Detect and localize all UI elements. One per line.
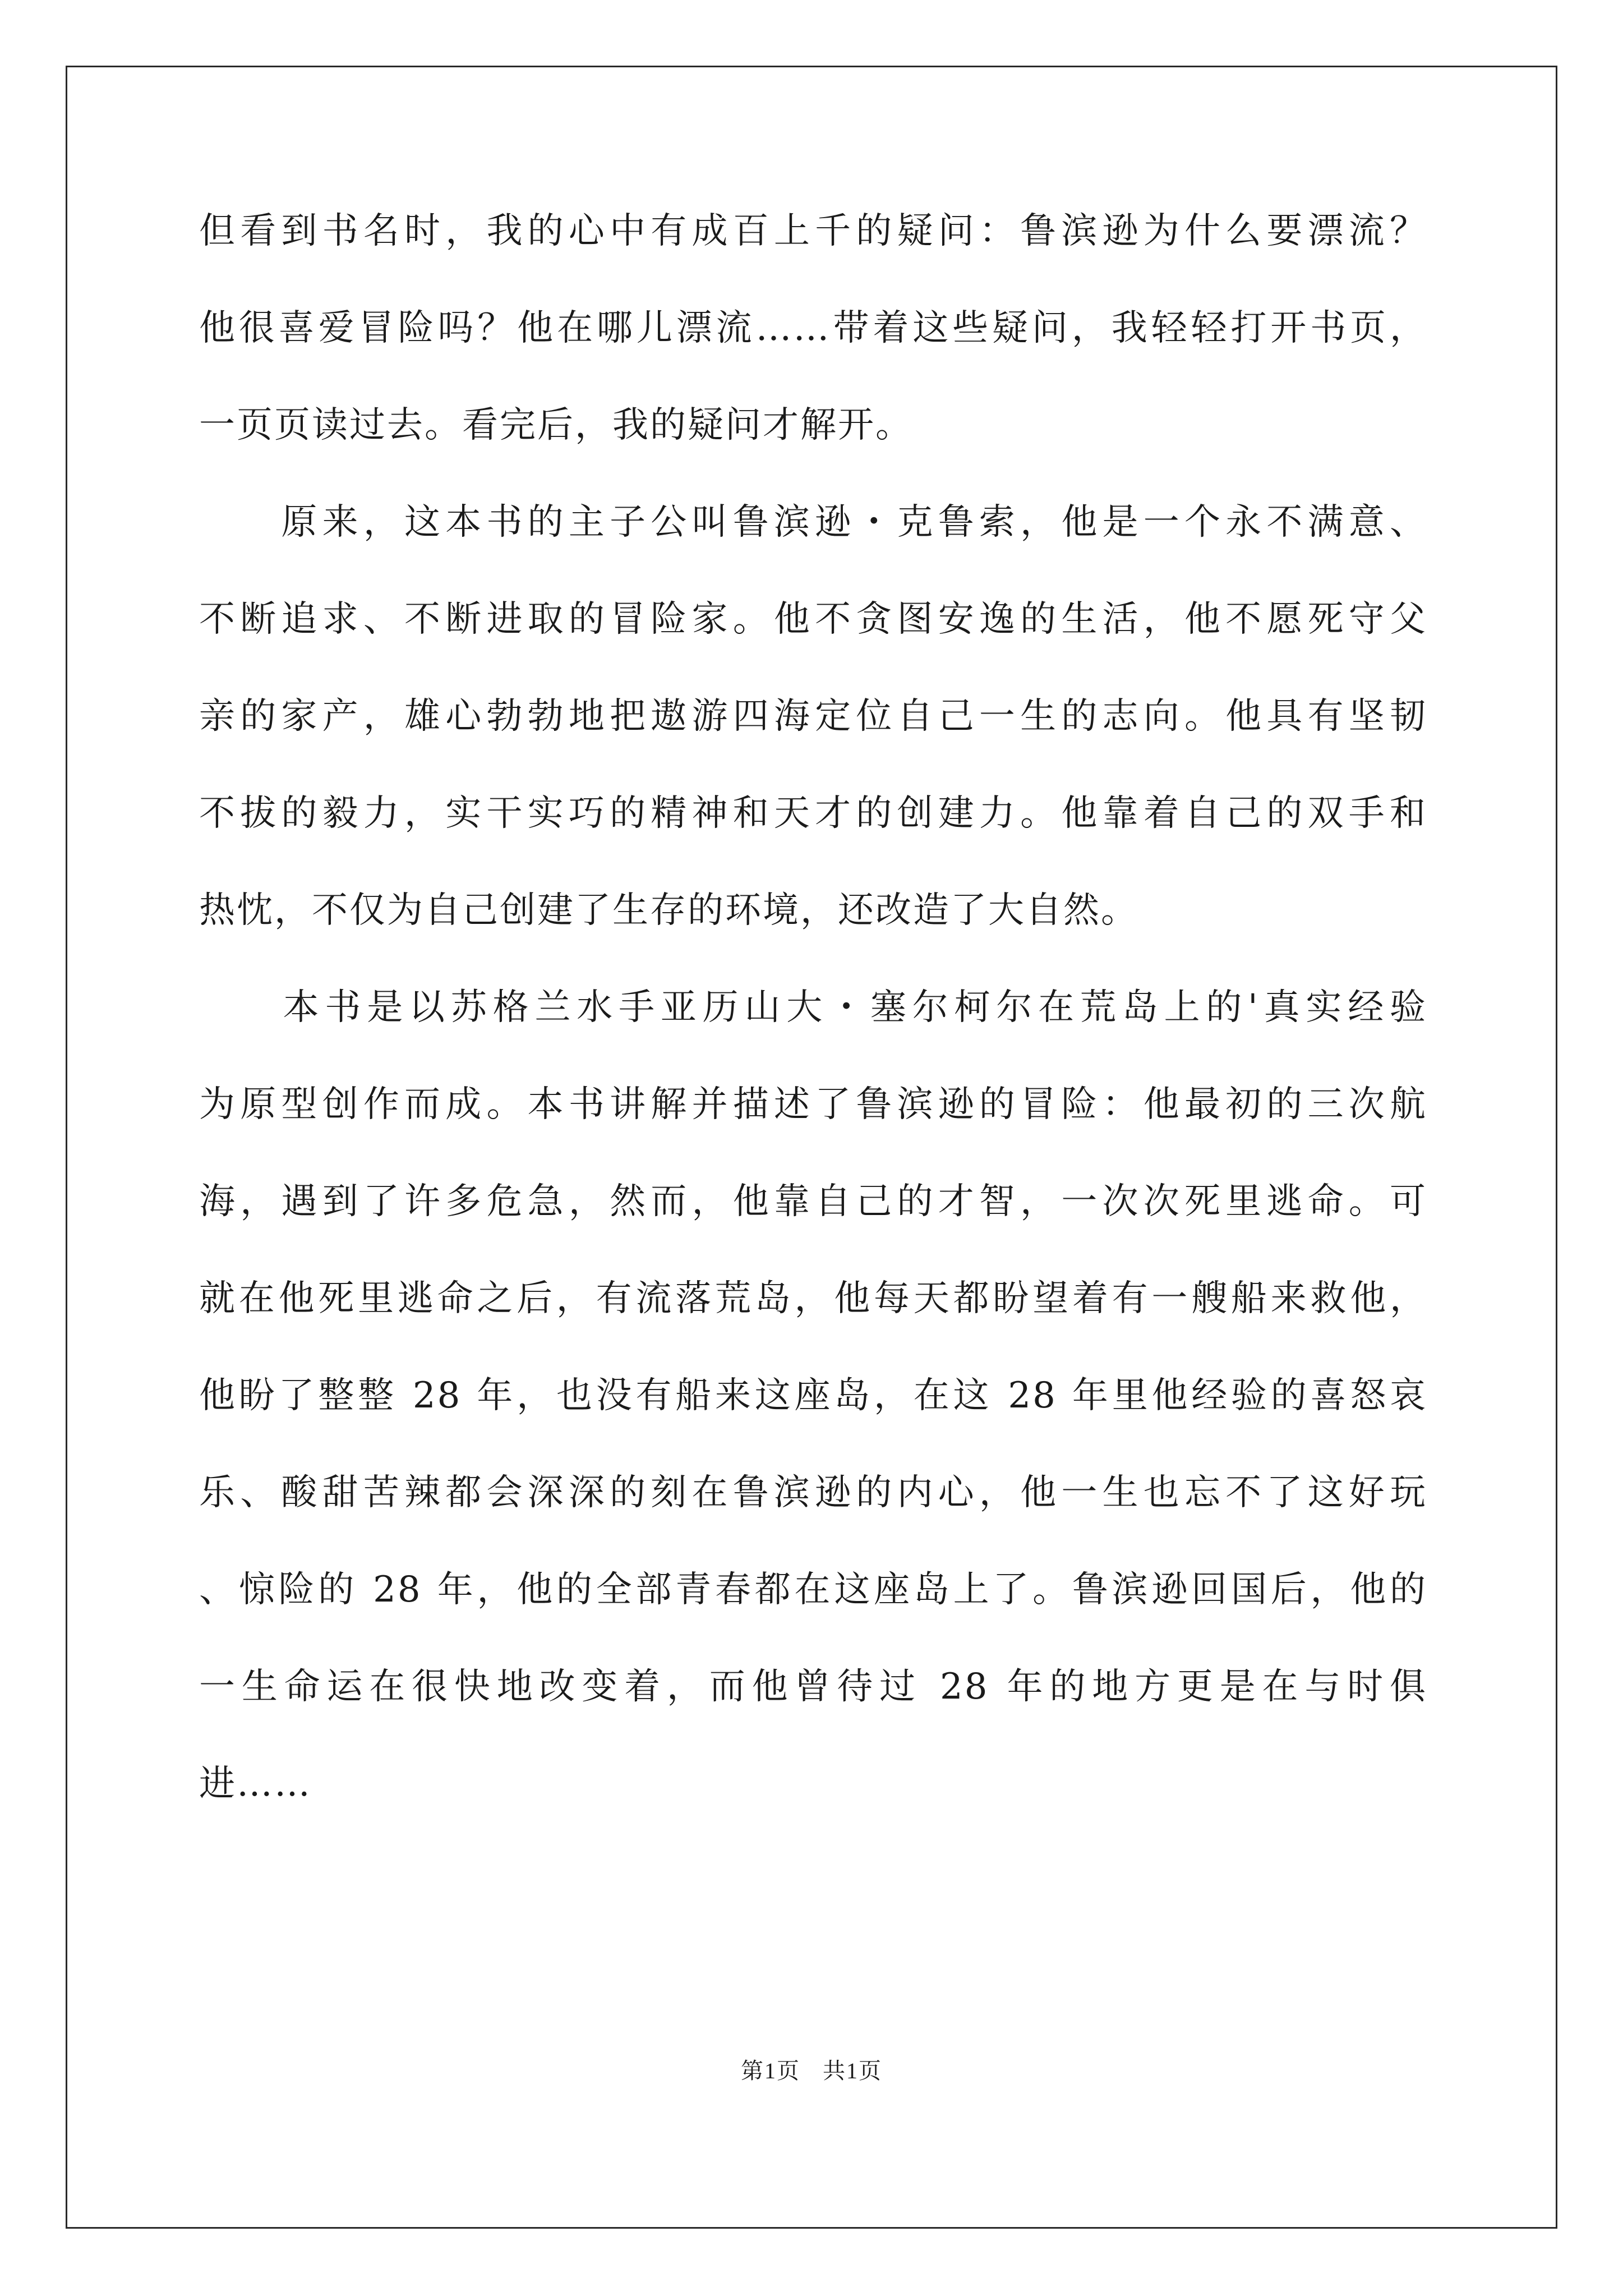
text-line: 本书是以苏格兰水手亚历山大・塞尔柯尔在荒岛上的'真实经验 <box>199 987 1427 1028</box>
text-line: 进…… <box>199 1763 312 1805</box>
page-number-total: 共1页 <box>823 2058 882 2083</box>
text-line: 为原型创作而成。本书讲解并描述了鲁滨逊的冒险：他最初的三次航 <box>199 1084 1427 1125</box>
text-line: 他很喜爱冒险吗？他在哪儿漂流……带着这些疑问，我轻轻打开书页， <box>199 307 1427 349</box>
page-number-current: 第1页 <box>741 2058 800 2083</box>
page-footer <box>0 2053 1623 2085</box>
text-line: 、惊险的 28 年，他的全部青春都在这座岛上了。鲁滨逊回国后，他的 <box>199 1569 1427 1611</box>
text-line: 就在他死里逃命之后，有流落荒岛，他每天都盼望着有一艘船来救他， <box>199 1278 1427 1319</box>
text-line: 一页页读过去。看完后，我的疑问才解开。 <box>199 404 913 446</box>
text-line: 不拔的毅力，实干实巧的精神和天才的创建力。他靠着自己的双手和 <box>199 793 1427 834</box>
text-line: 海，遇到了许多危急，然而，他靠自己的才智，一次次死里逃命。可 <box>199 1181 1427 1222</box>
text-line: 不断追求、不断进取的冒险家。他不贪图安逸的生活，他不愿死守父 <box>199 599 1427 640</box>
text-line: 一生命运在很快地改变着，而他曾待过 28 年的地方更是在与时俱 <box>199 1666 1427 1708</box>
document-body <box>199 209 1427 1858</box>
text-line: 但看到书名时，我的心中有成百上千的疑问：鲁滨逊为什么要漂流？ <box>199 210 1427 252</box>
text-line: 乐、酸甜苦辣都会深深的刻在鲁滨逊的内心，他一生也忘不了这好玩 <box>199 1472 1427 1513</box>
text-line: 他盼了整整 28 年，也没有船来这座岛，在这 28 年里他经验的喜怒哀 <box>199 1375 1427 1416</box>
text-line: 亲的家产，雄心勃勃地把遨游四海定位自己一生的志向。他具有坚韧 <box>199 696 1427 737</box>
text-line: 原来，这本书的主子公叫鲁滨逊・克鲁索，他是一个永不满意、 <box>199 501 1427 543</box>
text-line: 热忱，不仅为自己创建了生存的环境，还改造了大自然。 <box>199 890 1138 931</box>
